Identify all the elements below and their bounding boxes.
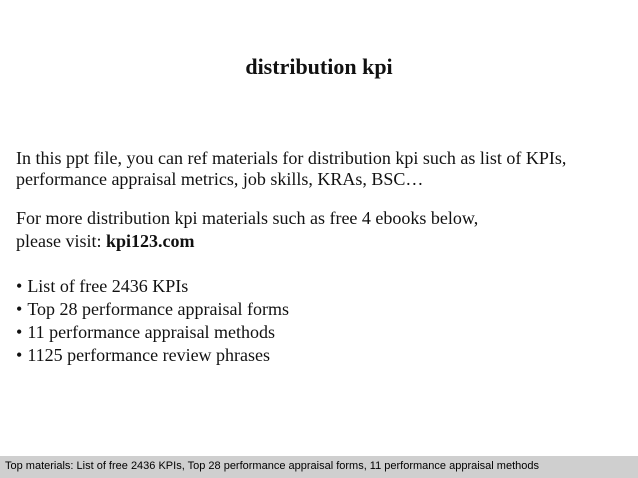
intro-line: performance appraisal metrics, job skills, KRAs, BSC… [16,169,424,189]
bullet-icon: • [16,322,23,342]
more-line [16,230,626,253]
kpi-website-link[interactable]: kpi123.com [105,231,195,251]
intro-paragraph [16,148,626,190]
intro-line: In this ppt file, you can ref materials for distribution kpi such as list of KPIs, [16,148,567,168]
footer-bar [0,456,638,478]
visit-prefix: please visit: [16,231,106,251]
list-item [16,321,626,344]
list-item-text: Top 28 performance appraisal forms [27,299,289,319]
materials-bullet-list [16,275,626,367]
more-line: For more distribution kpi materials such as free 4 ebooks below, [16,208,479,228]
list-item [16,298,626,321]
list-item-text: List of free 2436 KPIs [27,276,189,296]
bullet-icon: • [16,299,23,319]
more-materials-paragraph [16,207,626,253]
list-item-text: 11 performance appraisal methods [27,322,276,342]
list-item [16,344,626,367]
slide-title: distribution kpi [245,54,393,79]
footer-text: Top materials: List of free 2436 KPIs, Top 28 performance appraisal forms, 11 performance appraisal methods [5,460,539,472]
bullet-icon: • [16,345,23,365]
bullet-icon: • [16,276,23,296]
list-item [16,275,626,298]
list-item-text: 1125 performance review phrases [27,345,271,365]
